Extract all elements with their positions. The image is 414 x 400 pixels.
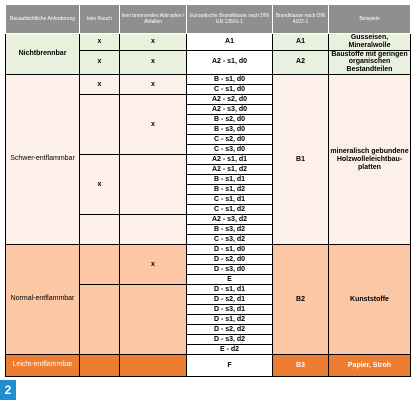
euro-class-cell: A2 - s1, d0 bbox=[187, 50, 273, 74]
mark-cell bbox=[120, 355, 187, 377]
fire-class-table-container bbox=[5, 4, 410, 377]
fire-class-table bbox=[5, 4, 411, 377]
euro-class-cell: C - s3, d0 bbox=[187, 145, 273, 155]
euro-class-cell: A2 - s1, d2 bbox=[187, 165, 273, 175]
euro-class-cell: C - s3, d2 bbox=[187, 235, 273, 245]
euro-class-cell: B - s3, d0 bbox=[187, 125, 273, 135]
requirement-label: Leicht-entflammbar bbox=[6, 355, 80, 377]
mark-cell bbox=[80, 285, 120, 355]
mark-cell: x bbox=[120, 95, 187, 155]
table-row bbox=[6, 355, 411, 377]
mark-cell: x bbox=[80, 50, 120, 74]
mark-cell bbox=[120, 215, 187, 245]
euro-class-cell: A2 - s3, d0 bbox=[187, 105, 273, 115]
euro-class-cell: D - s3, d0 bbox=[187, 265, 273, 275]
din-class-cell: A1 bbox=[273, 34, 329, 51]
example-cell: Papier, Stroh bbox=[329, 355, 411, 377]
euro-class-cell: B - s1, d0 bbox=[187, 75, 273, 85]
euro-class-cell: F bbox=[187, 355, 273, 377]
euro-class-cell: A1 bbox=[187, 34, 273, 51]
euro-class-cell: A2 - s1, d1 bbox=[187, 155, 273, 165]
mark-cell: x bbox=[120, 245, 187, 285]
euro-class-cell: D - s3, d1 bbox=[187, 305, 273, 315]
euro-class-cell: D - s2, d2 bbox=[187, 325, 273, 335]
requirement-label: Schwer-entflammbar bbox=[6, 75, 80, 245]
euro-class-cell: B - s1, d2 bbox=[187, 185, 273, 195]
mark-cell: x bbox=[80, 34, 120, 51]
euro-class-cell: C - s1, d1 bbox=[187, 195, 273, 205]
header-no-smoke: kein Rauch bbox=[80, 5, 120, 34]
din-class-cell: B1 bbox=[273, 75, 329, 245]
mark-cell bbox=[80, 95, 120, 155]
din-class-cell: B2 bbox=[273, 245, 329, 355]
din-class-cell: A2 bbox=[273, 50, 329, 74]
example-cell: mineralisch gebundene Holzwolleleichtbau-platten bbox=[329, 75, 411, 245]
euro-class-cell: A2 - s2, d0 bbox=[187, 95, 273, 105]
euro-class-cell: D - s2, d1 bbox=[187, 295, 273, 305]
table-row bbox=[6, 245, 411, 255]
mark-cell bbox=[120, 155, 187, 215]
euro-class-cell: D - s2, d0 bbox=[187, 255, 273, 265]
mark-cell bbox=[120, 285, 187, 355]
header-requirement: Bauaufsichtliche Anforderung bbox=[6, 5, 80, 34]
mark-cell: x bbox=[80, 155, 120, 215]
figure-number-badge: 2 bbox=[0, 380, 16, 400]
euro-class-cell: C - s1, d2 bbox=[187, 205, 273, 215]
example-cell: Kunststoffe bbox=[329, 245, 411, 355]
table-row bbox=[6, 75, 411, 85]
euro-class-cell: D - s1, d1 bbox=[187, 285, 273, 295]
euro-class-cell: B - s3, d2 bbox=[187, 225, 273, 235]
euro-class-cell: E - d2 bbox=[187, 345, 273, 355]
mark-cell: x bbox=[80, 75, 120, 95]
header-examples: Beispiele bbox=[329, 5, 411, 34]
euro-class-cell: D - s1, d0 bbox=[187, 245, 273, 255]
euro-class-cell: D - s1, d2 bbox=[187, 315, 273, 325]
din-class-cell: B3 bbox=[273, 355, 329, 377]
euro-class-cell: E bbox=[187, 275, 273, 285]
mark-cell bbox=[80, 355, 120, 377]
header-euro-class: Europäische Brandklasse nach DIN EN 13501-1 bbox=[187, 5, 273, 34]
header-din-class: Brandklasse nach DIN 4102-1 bbox=[273, 5, 329, 34]
euro-class-cell: B - s1, d1 bbox=[187, 175, 273, 185]
mark-cell: x bbox=[120, 75, 187, 95]
euro-class-cell: B - s2, d0 bbox=[187, 115, 273, 125]
requirement-label: Normal-entflammbar bbox=[6, 245, 80, 355]
mark-cell: x bbox=[120, 34, 187, 51]
example-cell: Baustoffe mit geringen organischen Bestandteilen bbox=[329, 50, 411, 74]
header-no-dripping: kein brennendes Abtropfen / Abfallen bbox=[120, 5, 187, 34]
euro-class-cell: C - s1, d0 bbox=[187, 85, 273, 95]
table-header-row bbox=[6, 5, 411, 34]
mark-cell bbox=[80, 215, 120, 245]
table-row bbox=[6, 34, 411, 51]
euro-class-cell: C - s2, d0 bbox=[187, 135, 273, 145]
requirement-label: Nichtbrennbar bbox=[6, 34, 80, 75]
euro-class-cell: A2 - s3, d2 bbox=[187, 215, 273, 225]
euro-class-cell: D - s3, d2 bbox=[187, 335, 273, 345]
mark-cell bbox=[80, 245, 120, 285]
mark-cell: x bbox=[120, 50, 187, 74]
example-cell: Gusseisen, Mineralwolle bbox=[329, 34, 411, 51]
